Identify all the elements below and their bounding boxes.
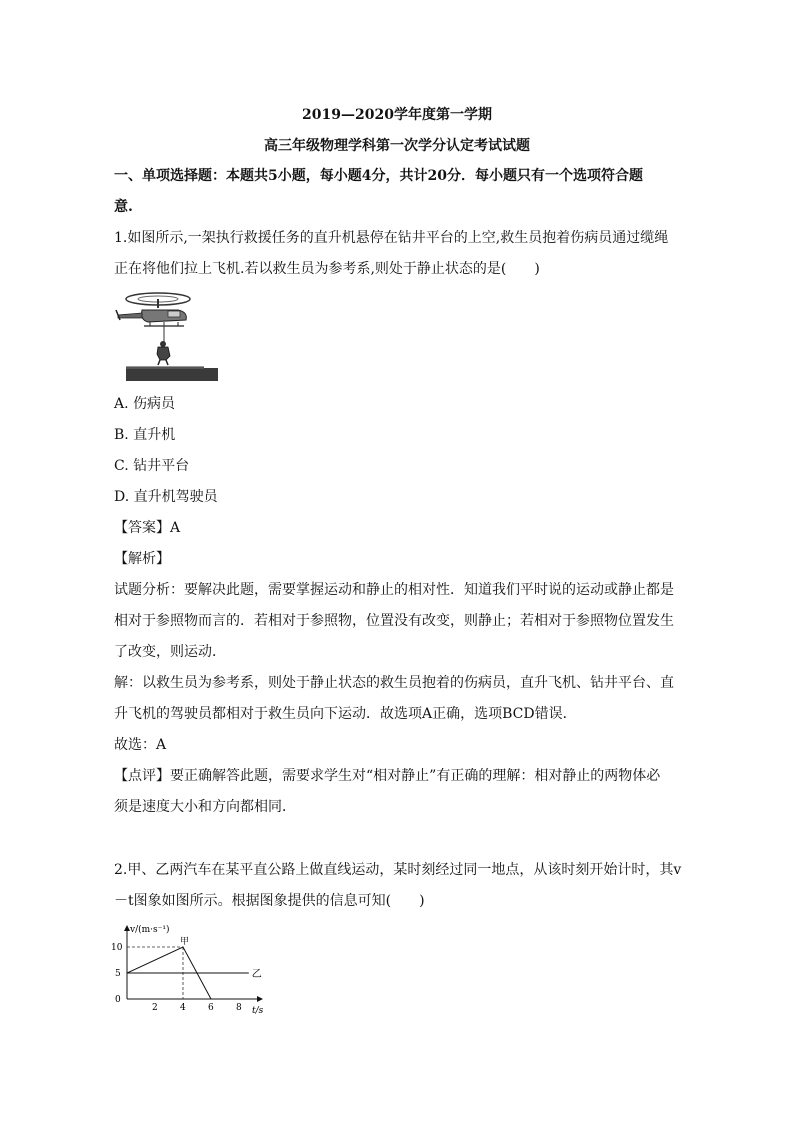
q2-stem-cont: －t图象如图所示。根据图象提供的信息可知( )	[114, 893, 425, 909]
x-axis-label: t/s	[252, 1006, 264, 1016]
q1-comment-cont: 须是速度大小和方向都相同．	[114, 799, 296, 815]
q1-option-c: C. 钻井平台	[114, 458, 190, 474]
vt-graph-svg	[112, 922, 272, 1020]
q1-analysis-line: 了改变，则运动．	[114, 644, 226, 660]
y-axis-label: v/(m·s⁻¹)	[130, 925, 170, 935]
q1-stem-cont: 正在将他们拉上飞机.若以救生员为参考系,则处于静止状态的是( )	[114, 261, 540, 277]
series-label-yi: 乙	[251, 969, 262, 980]
x-tick-label: 2	[152, 1003, 158, 1013]
q1-analysis-line: 故选：A	[114, 737, 167, 753]
x-tick-label: 4	[180, 1003, 186, 1013]
q1-stem: 1.如图所示,一架执行救援任务的直升机悬停在钻井平台的上空,救生员抱着伤病员通过缆绳	[114, 230, 669, 246]
q1-analysis-line: 试题分析：要解决此题，需要掌握运动和静止的相对性．知道我们平时说的运动或静止都是	[114, 582, 674, 598]
section-heading-cont: 意.	[114, 199, 133, 215]
series-label-jia: 甲	[180, 937, 190, 947]
y-tick-label: 5	[115, 969, 121, 979]
q1-analysis-line: 相对于参照物而言的．若相对于参照物，位置没有改变，则静止；若相对于参照物位置发生	[114, 613, 674, 629]
x-tick-label: 8	[236, 1003, 242, 1013]
q1-comment: 【点评】要正确解答此题，需要求学生对“相对静止”有正确的理解：相对静止的两物体必	[114, 768, 661, 784]
q1-analysis-label: 【解析】	[114, 551, 170, 567]
q2-stem: 2.甲、乙两汽车在某平直公路上做直线运动，某时刻经过同一地点，从该时刻开始计时，其v	[114, 862, 682, 878]
helicopter-rescue-figure	[112, 286, 222, 388]
q1-analysis-line: 解：以救生员为参考系，则处于静止状态的救生员抱着的伤病员，直升飞机、钻井平台、直	[114, 675, 674, 691]
section-heading: 一、单项选择题：本题共5小题，每小题4分，共计20分．每小题只有一个选项符合题	[114, 168, 643, 184]
exam-title: 高三年级物理学科第一次学分认定考试试题	[264, 138, 530, 154]
q1-option-d: D. 直升机驾驶员	[114, 489, 218, 505]
x-tick-label: 6	[208, 1003, 214, 1013]
q1-option-a: A. 伤病员	[114, 396, 176, 412]
exam-period-title: 2019—2020学年度第一学期	[302, 107, 492, 123]
vt-graph	[112, 922, 272, 1024]
y-tick-label: 0	[115, 995, 121, 1005]
q1-answer: 【答案】A	[114, 520, 181, 536]
y-tick-label: 10	[112, 943, 123, 953]
q1-option-b: B. 直升机	[114, 427, 176, 443]
q1-analysis-line: 升飞机的驾驶员都相对于救生员向下运动．故选项A正确，选项BCD错误．	[114, 706, 577, 722]
helicopter-rescue-illustration	[112, 286, 222, 384]
